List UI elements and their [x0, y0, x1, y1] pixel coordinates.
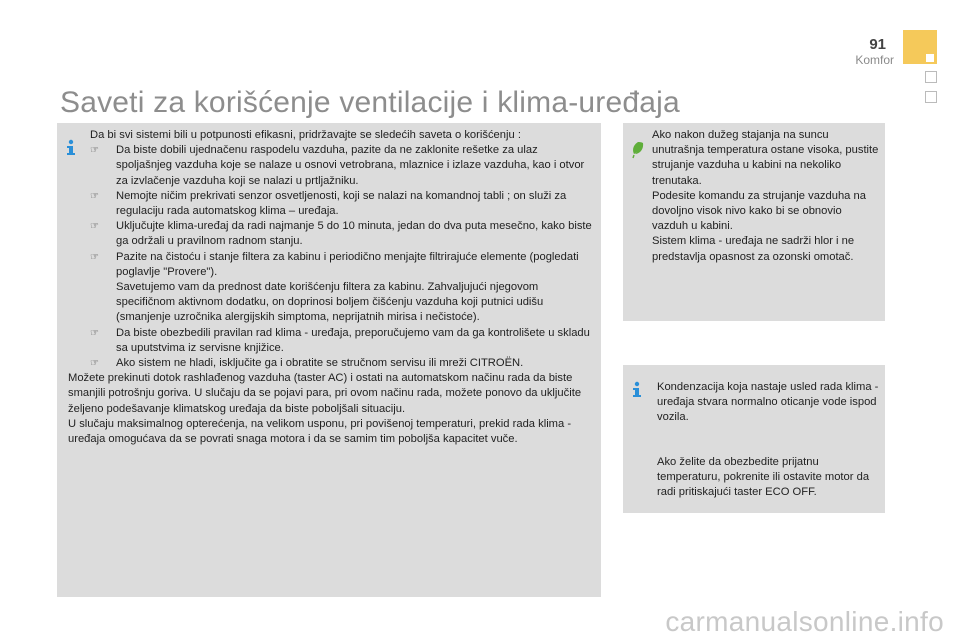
- page-number: 91: [869, 36, 886, 53]
- chlorine-paragraph: Sistem klima - uređaja ne sadrži hlor i ne predstavlja opasnost za ozonski omotač.: [652, 235, 855, 263]
- filter-note: Savetujemo vam da prednost date korišćenju filtera za kabinu. Zahvaljujući njegovom specifičnom aktivnom dodatku, on doprinosi boljem čišćenju vazduha koji putnici udišu (smanjenje uzročnika alergijskih simptoma, neprijatnih mirisa i nečistoće).: [116, 281, 544, 324]
- list-item-text: Pazite na čistoću i stanje filtera za kabinu i periodično menjajte filtrirajuće elemente (pogledati poglavlje "Provere").: [116, 250, 579, 278]
- pointing-hand-icon: ☞: [90, 145, 99, 157]
- list-item: [90, 326, 595, 356]
- pointing-hand-icon: ☞: [90, 190, 99, 202]
- intro-text: Da bi svi sistemi bili u potpunosti efikasni, pridržavajte se sledećih saveta o korišćenju :: [90, 129, 521, 141]
- list-item-text: Ako sistem ne hladi, isključite ga i obratite se stručnom servisu ili mreži CITROËN.: [116, 357, 524, 370]
- pointing-hand-icon: ☞: [90, 251, 99, 263]
- page-title: Saveti za korišćenje ventilacije i klima-uređaja: [60, 86, 680, 119]
- eco-tips-text: [652, 128, 880, 265]
- main-tips-text: [68, 128, 595, 447]
- condensation-text: [657, 380, 881, 426]
- max-load-paragraph: U slučaju maksimalnog opterećenja, na velikom usponu, pri povišenoj temperaturi, prekid rada klima - uređaja omogućava da se povrati snaga motora i da se samim tim poboljša kapacitet vuče.: [68, 417, 572, 446]
- pointing-hand-icon: ☞: [90, 221, 99, 233]
- chapter-tab[interactable]: [925, 71, 937, 83]
- pointing-hand-icon: ☞: [90, 327, 99, 339]
- pointing-hand-icon: ☞: [90, 358, 99, 370]
- eco-off-text: [657, 455, 881, 501]
- list-item: [90, 356, 595, 371]
- sun-heat-paragraph: Ako nakon dužeg stajanja na suncu unutrašnja temperatura ostane visoka, pustite strujanje vazduha u kabini na nekoliko trenutaka.: [652, 129, 879, 187]
- airflow-paragraph: Podesite komandu za strujanje vazduha na dovoljno visok nivo kako bi se obnovio vazduh u kabini.: [652, 189, 866, 233]
- list-item: [90, 189, 595, 219]
- list-item-text: Da biste dobili ujednačenu raspodelu vazduha, pazite da ne zaklonite rešetke za ulaz spoljašnjeg vazduha koje se nalaze u osnovi vetrobrana, mlaznice i izlaze vazduha, kao i otvor za izvlačenje vazduha koji se nalazi u prtljažniku.: [116, 144, 585, 187]
- info-icon: [630, 381, 644, 398]
- info-icon: [64, 139, 78, 156]
- eco-off-paragraph: Ako želite da obezbedite prijatnu temperaturu, pokrenite ili ostavite motor da radi pritiskajući taster ECO OFF.: [657, 456, 870, 499]
- section-name: Komfor: [855, 53, 894, 67]
- ac-off-paragraph: Možete prekinuti dotok rashlađenog vazduha (taster AC) i ostati na automatskom načinu rada da biste smanjili potrošnju goriva. U slučaju da se pojavi para, pri ovom načinu rada, možete ponovo da uključite željeno podešavanje klimatskog uređaja da biste poboljšali situaciju.: [68, 372, 582, 415]
- list-item-text: Da biste obezbedili pravilan rad klima - uređaja, preporučujemo vam da ga kontrolišete u skladu sa uputstvima iz servisne knjižice.: [116, 326, 590, 354]
- list-item: [90, 143, 595, 189]
- list-item: [90, 219, 595, 249]
- chapter-tab-marker-icon: [926, 54, 934, 62]
- list-item-text: Nemojte ničim prekrivati senzor osvetljenosti, koji se nalazi na komandnoj tabli ; on služi za regulaciju rada automatskog klima – uređaja.: [116, 189, 567, 218]
- list-item: [90, 250, 595, 326]
- condensation-paragraph: Kondenzacija koja nastaje usled rada klima - uređaja stvara normalno oticanje vode ispod vozila.: [657, 381, 879, 424]
- list-item-text: Uključujte klima-uređaj da radi najmanje 5 do 10 minuta, jedan do dva puta mesečno, kako biste ga održali u pravilnom radnom stanju.: [116, 220, 592, 248]
- chapter-tab[interactable]: [925, 91, 937, 103]
- watermark: carmanualsonline.info: [665, 606, 944, 637]
- eco-leaf-icon: [630, 141, 646, 159]
